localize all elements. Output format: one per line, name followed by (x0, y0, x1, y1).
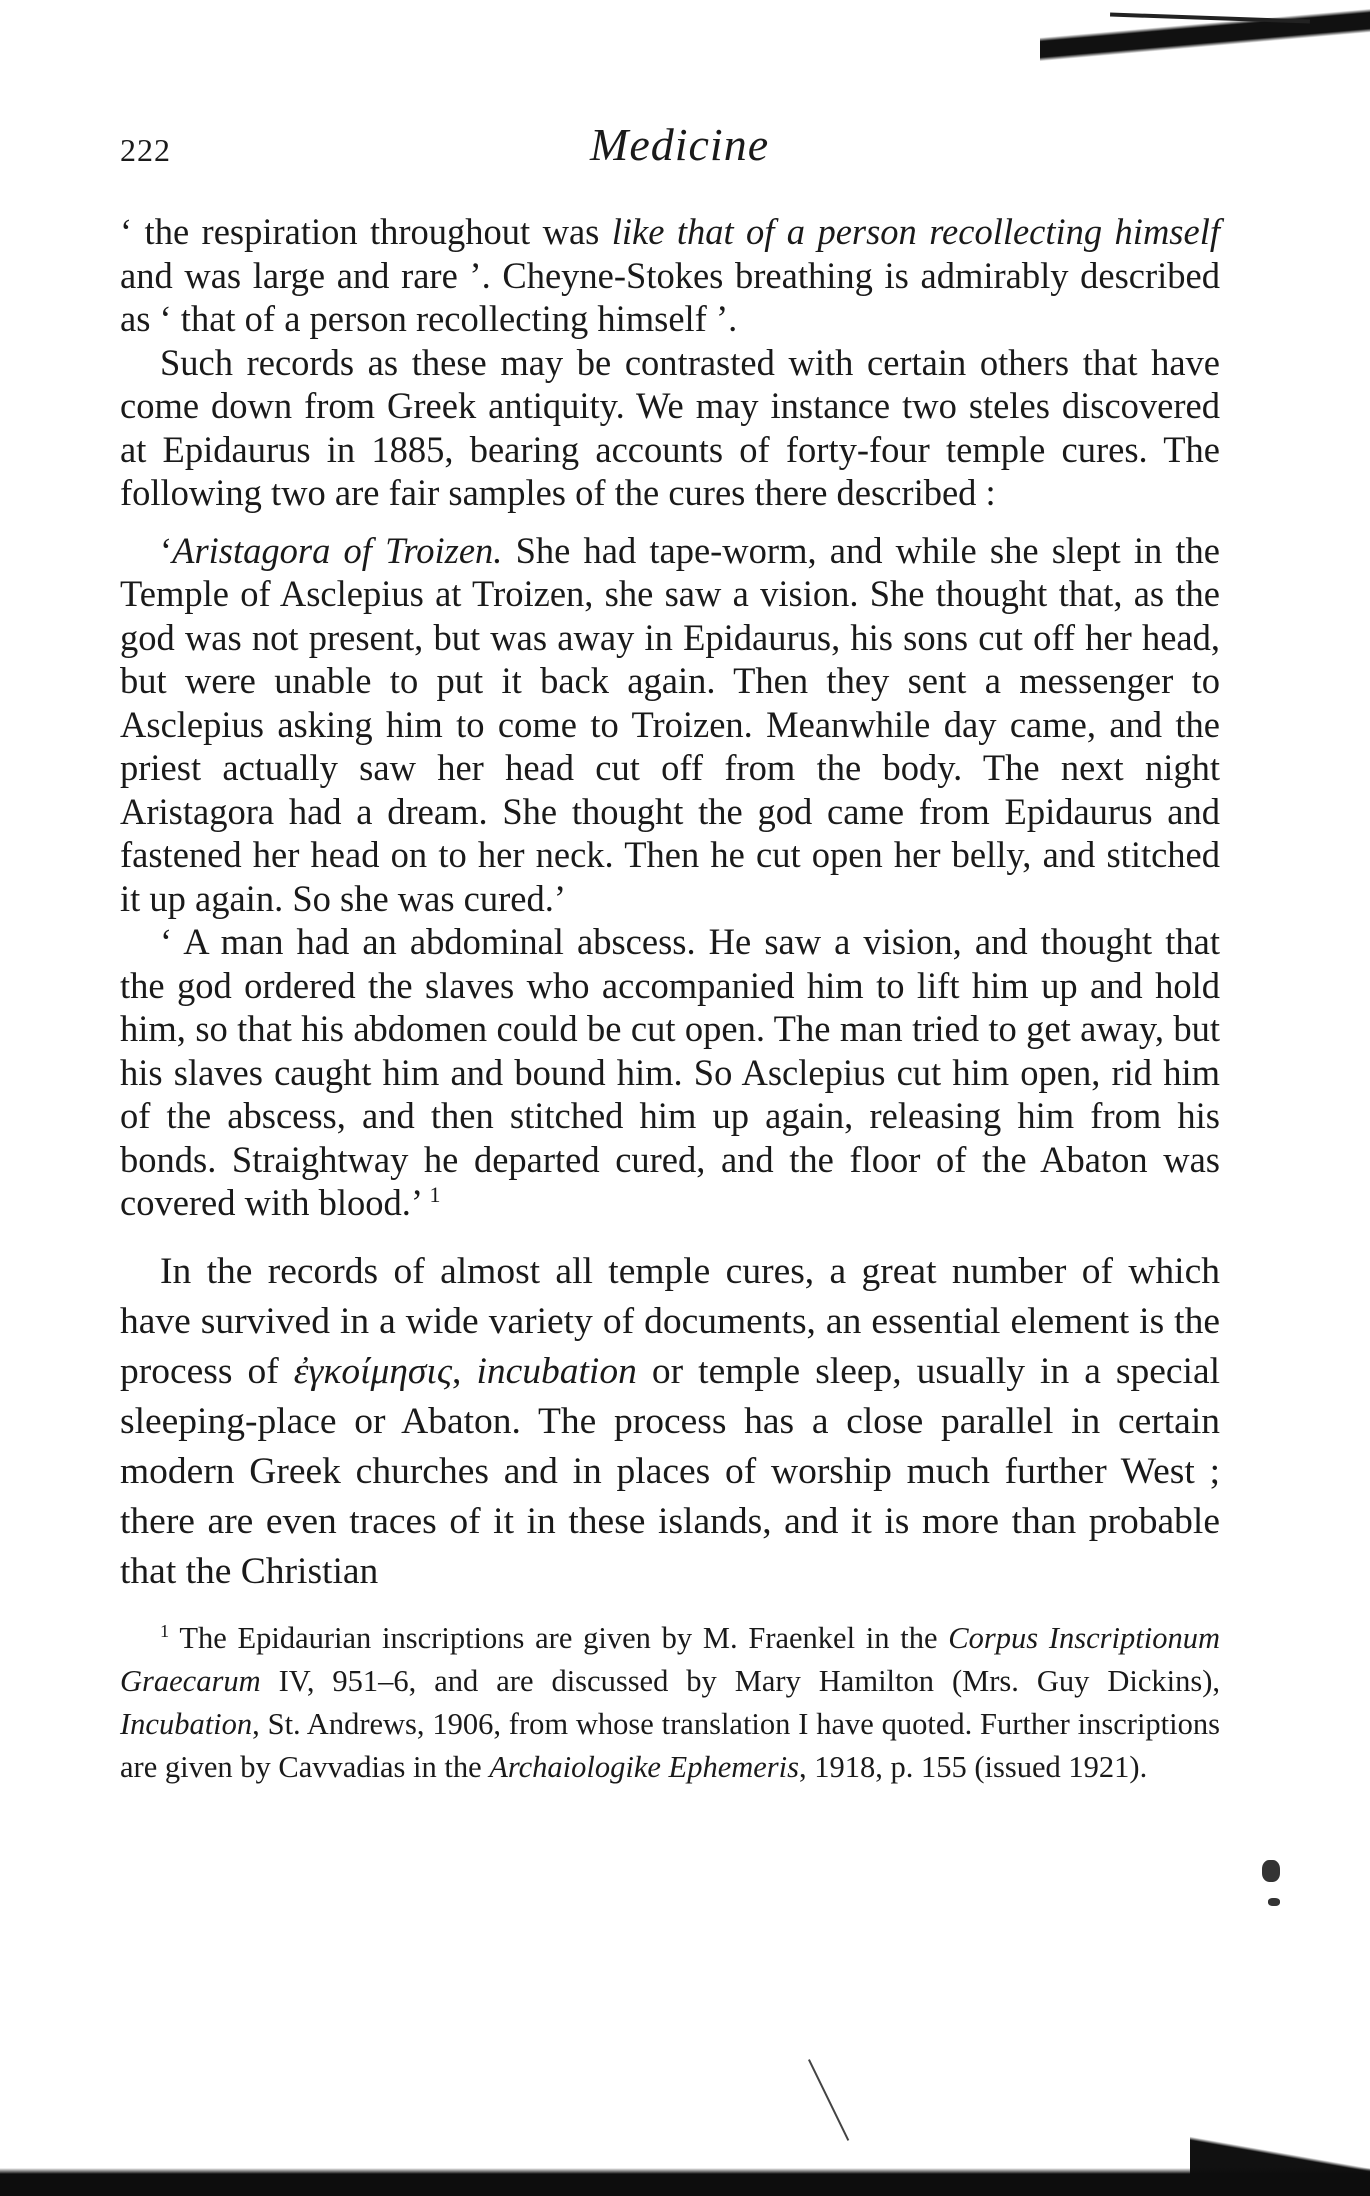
quote-abscess-text: ‘ A man had an abdominal abscess. He saw a vision, and thought that the god ordered the slaves who accompanied him to lift him up and hold him, so that his abdomen could be cut open. The man tried to get away, but his slaves caught him and bound him. So Asclepius cut him open, rid him of the abscess, and then stitched him up again, releasing him from his bonds. Straightway he departed cured, and the floor of the Abaton was covered with blood.’ (120, 921, 1220, 1223)
paragraph-incubation-text-b: , (452, 1350, 477, 1392)
paragraph-incubation-text-a: In the records of almost all temple cures, a great number of which have survived in a wide variety of documents, an essential element is the process of (120, 1250, 1220, 1392)
footnote-corpus-title: Corpus Inscriptionum Graecarum (120, 1620, 1220, 1698)
ink-smudge-small (1268, 1898, 1280, 1906)
paragraph-incubation (120, 1247, 1220, 1597)
footnotes (120, 1617, 1220, 1789)
paragraph-1-text-a: ‘ the respiration throughout was (120, 211, 612, 252)
body-text (120, 210, 1220, 1789)
pencil-stroke (808, 2059, 849, 2141)
paragraph-1 (120, 210, 1220, 341)
paragraph-2: Such records as these may be contrasted with certain others that have come down from Greek antiquity. We may instance two steles discovered at Epidaurus in 1885, bearing accounts of forty-four temple cures. The following two are fair samples of the cures there described : (120, 341, 1220, 513)
footnote-text-g: , 1918, p. 155 (issued 1921). (799, 1749, 1148, 1784)
quote-aristagora-title: Aristagora of Troizen. (172, 529, 503, 571)
term-incubation: incubation (476, 1350, 637, 1392)
greek-term: ἐγκοίμησις (293, 1350, 453, 1392)
footnote-incubation-title: Incubation (120, 1706, 253, 1741)
quote-aristagora-open: ‘ (160, 529, 173, 571)
running-head: Medicine (590, 119, 770, 170)
footnote-text-c: IV, 951–6, and are discussed by Mary Hamilton (Mrs. Guy Dickins), (260, 1663, 1220, 1698)
scan-edge-bottom (0, 2156, 1370, 2196)
footnote-journal-title: Archaiologike Ephemeris (489, 1749, 800, 1784)
footnote-marker: 1 (160, 1620, 170, 1641)
footnote-text-e: , St. Andrews, 1906, from whose translation I have quoted. Further inscriptions are given by Cavvadias in the (120, 1706, 1220, 1784)
page-number: 222 (120, 132, 171, 168)
scan-edge-top (1040, 0, 1370, 70)
paragraph-1-text-c: and was large and rare ’. Cheyne-Stokes breathing is admirably described as ‘ that of a person recollecting himself ’. (120, 254, 1220, 339)
footnote-text-a: The Epidaurian inscriptions are given by M. Fraenkel in the (169, 1620, 949, 1655)
quote-aristagora (120, 529, 1220, 921)
quote-abscess (120, 920, 1220, 1225)
quote-aristagora-text: She had tape-worm, and while she slept in the Temple of Asclepius at Troizen, she saw a vision. She thought that, as the god was not present, but was away in Epidaurus, his sons cut off her head, but were unable to put it back again. Then they sent a messenger to Asclepius asking him to come to Troizen. Meanwhile day came, and the priest actually saw her head cut off from the body. The next night Aristagora had a dream. She thought the god came from Epidaurus and fastened her head on to her neck. Then he cut open her belly, and stitched it up again. So she was cured.’ (120, 529, 1220, 919)
ink-smudge (1262, 1860, 1280, 1882)
footnote-reference: 1 (429, 1181, 441, 1207)
footnote-1 (120, 1617, 1220, 1789)
page-header (120, 118, 1220, 178)
paragraph-incubation-text-d: or temple sleep, usually in a special sleeping-place or Abaton. The process has a close parallel in certain modern Greek churches and in places of worship much further West ; there are even traces of it in these islands, and it is more than probable that the Christian (120, 1350, 1221, 1592)
paragraph-1-italic: like that of a person recollecting himself (611, 211, 1220, 252)
